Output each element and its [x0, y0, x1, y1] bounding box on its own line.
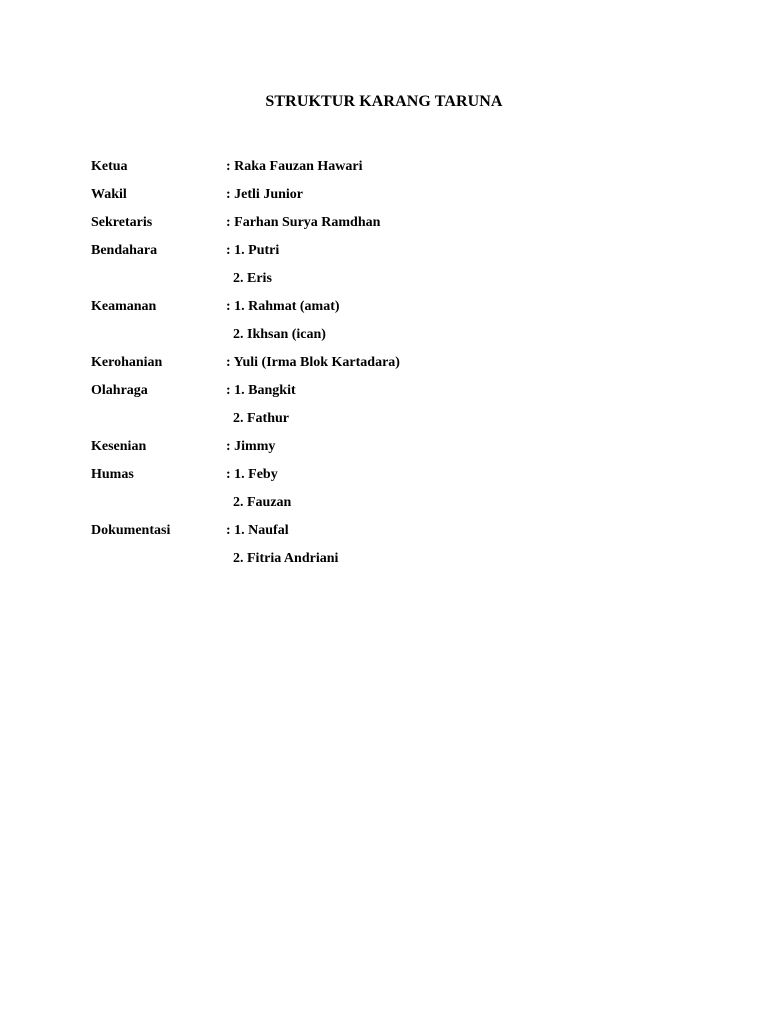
roster-list	[91, 157, 691, 577]
member-value: : Yuli (Irma Blok Kartadara)	[226, 355, 400, 370]
role-label: Humas	[91, 467, 134, 482]
member-value: : Raka Fauzan Hawari	[226, 159, 363, 174]
roster-row	[91, 465, 691, 493]
role-label	[91, 549, 226, 577]
member-value: : Farhan Surya Ramdhan	[226, 215, 381, 230]
member-value: : 1. Feby	[226, 467, 278, 482]
roster-row	[91, 353, 691, 381]
member-value: : 1. Bangkit	[226, 383, 296, 398]
member-value: : 1. Putri	[226, 243, 280, 258]
member-value: 2. Fathur	[226, 411, 289, 426]
role-label	[91, 325, 226, 353]
role-label: Bendahara	[91, 243, 158, 258]
member-value: 2. Eris	[226, 271, 272, 286]
member-value: 2. Ikhsan (ican)	[226, 327, 326, 342]
document-title: STRUKTUR KARANG TARUNA	[265, 93, 503, 110]
role-label	[91, 269, 226, 297]
role-label	[91, 409, 226, 437]
member-value: : Jimmy	[226, 439, 276, 454]
member-value: 2. Fitria Andriani	[226, 551, 339, 566]
role-label: Olahraga	[91, 383, 148, 398]
member-value: : Jetli Junior	[226, 187, 303, 202]
roster-row	[91, 493, 691, 521]
roster-row	[91, 409, 691, 437]
member-value: : 1. Naufal	[226, 523, 289, 538]
roster-row	[91, 213, 691, 241]
role-label: Sekretaris	[91, 215, 153, 230]
roster-row	[91, 241, 691, 269]
member-value: : 1. Rahmat (amat)	[226, 299, 340, 314]
member-value: 2. Fauzan	[226, 495, 292, 510]
role-label: Ketua	[91, 159, 128, 174]
role-label: Wakil	[91, 187, 127, 202]
roster-row	[91, 437, 691, 465]
roster-row	[91, 549, 691, 577]
role-label: Keamanan	[91, 299, 157, 314]
role-label: Kerohanian	[91, 355, 163, 370]
roster-row	[91, 269, 691, 297]
roster-row	[91, 521, 691, 549]
roster-row	[91, 325, 691, 353]
role-label: Dokumentasi	[91, 523, 171, 538]
roster-row	[91, 297, 691, 325]
roster-row	[91, 157, 691, 185]
role-label: Kesenian	[91, 439, 147, 454]
roster-row	[91, 381, 691, 409]
role-label	[91, 493, 226, 521]
roster-row	[91, 185, 691, 213]
